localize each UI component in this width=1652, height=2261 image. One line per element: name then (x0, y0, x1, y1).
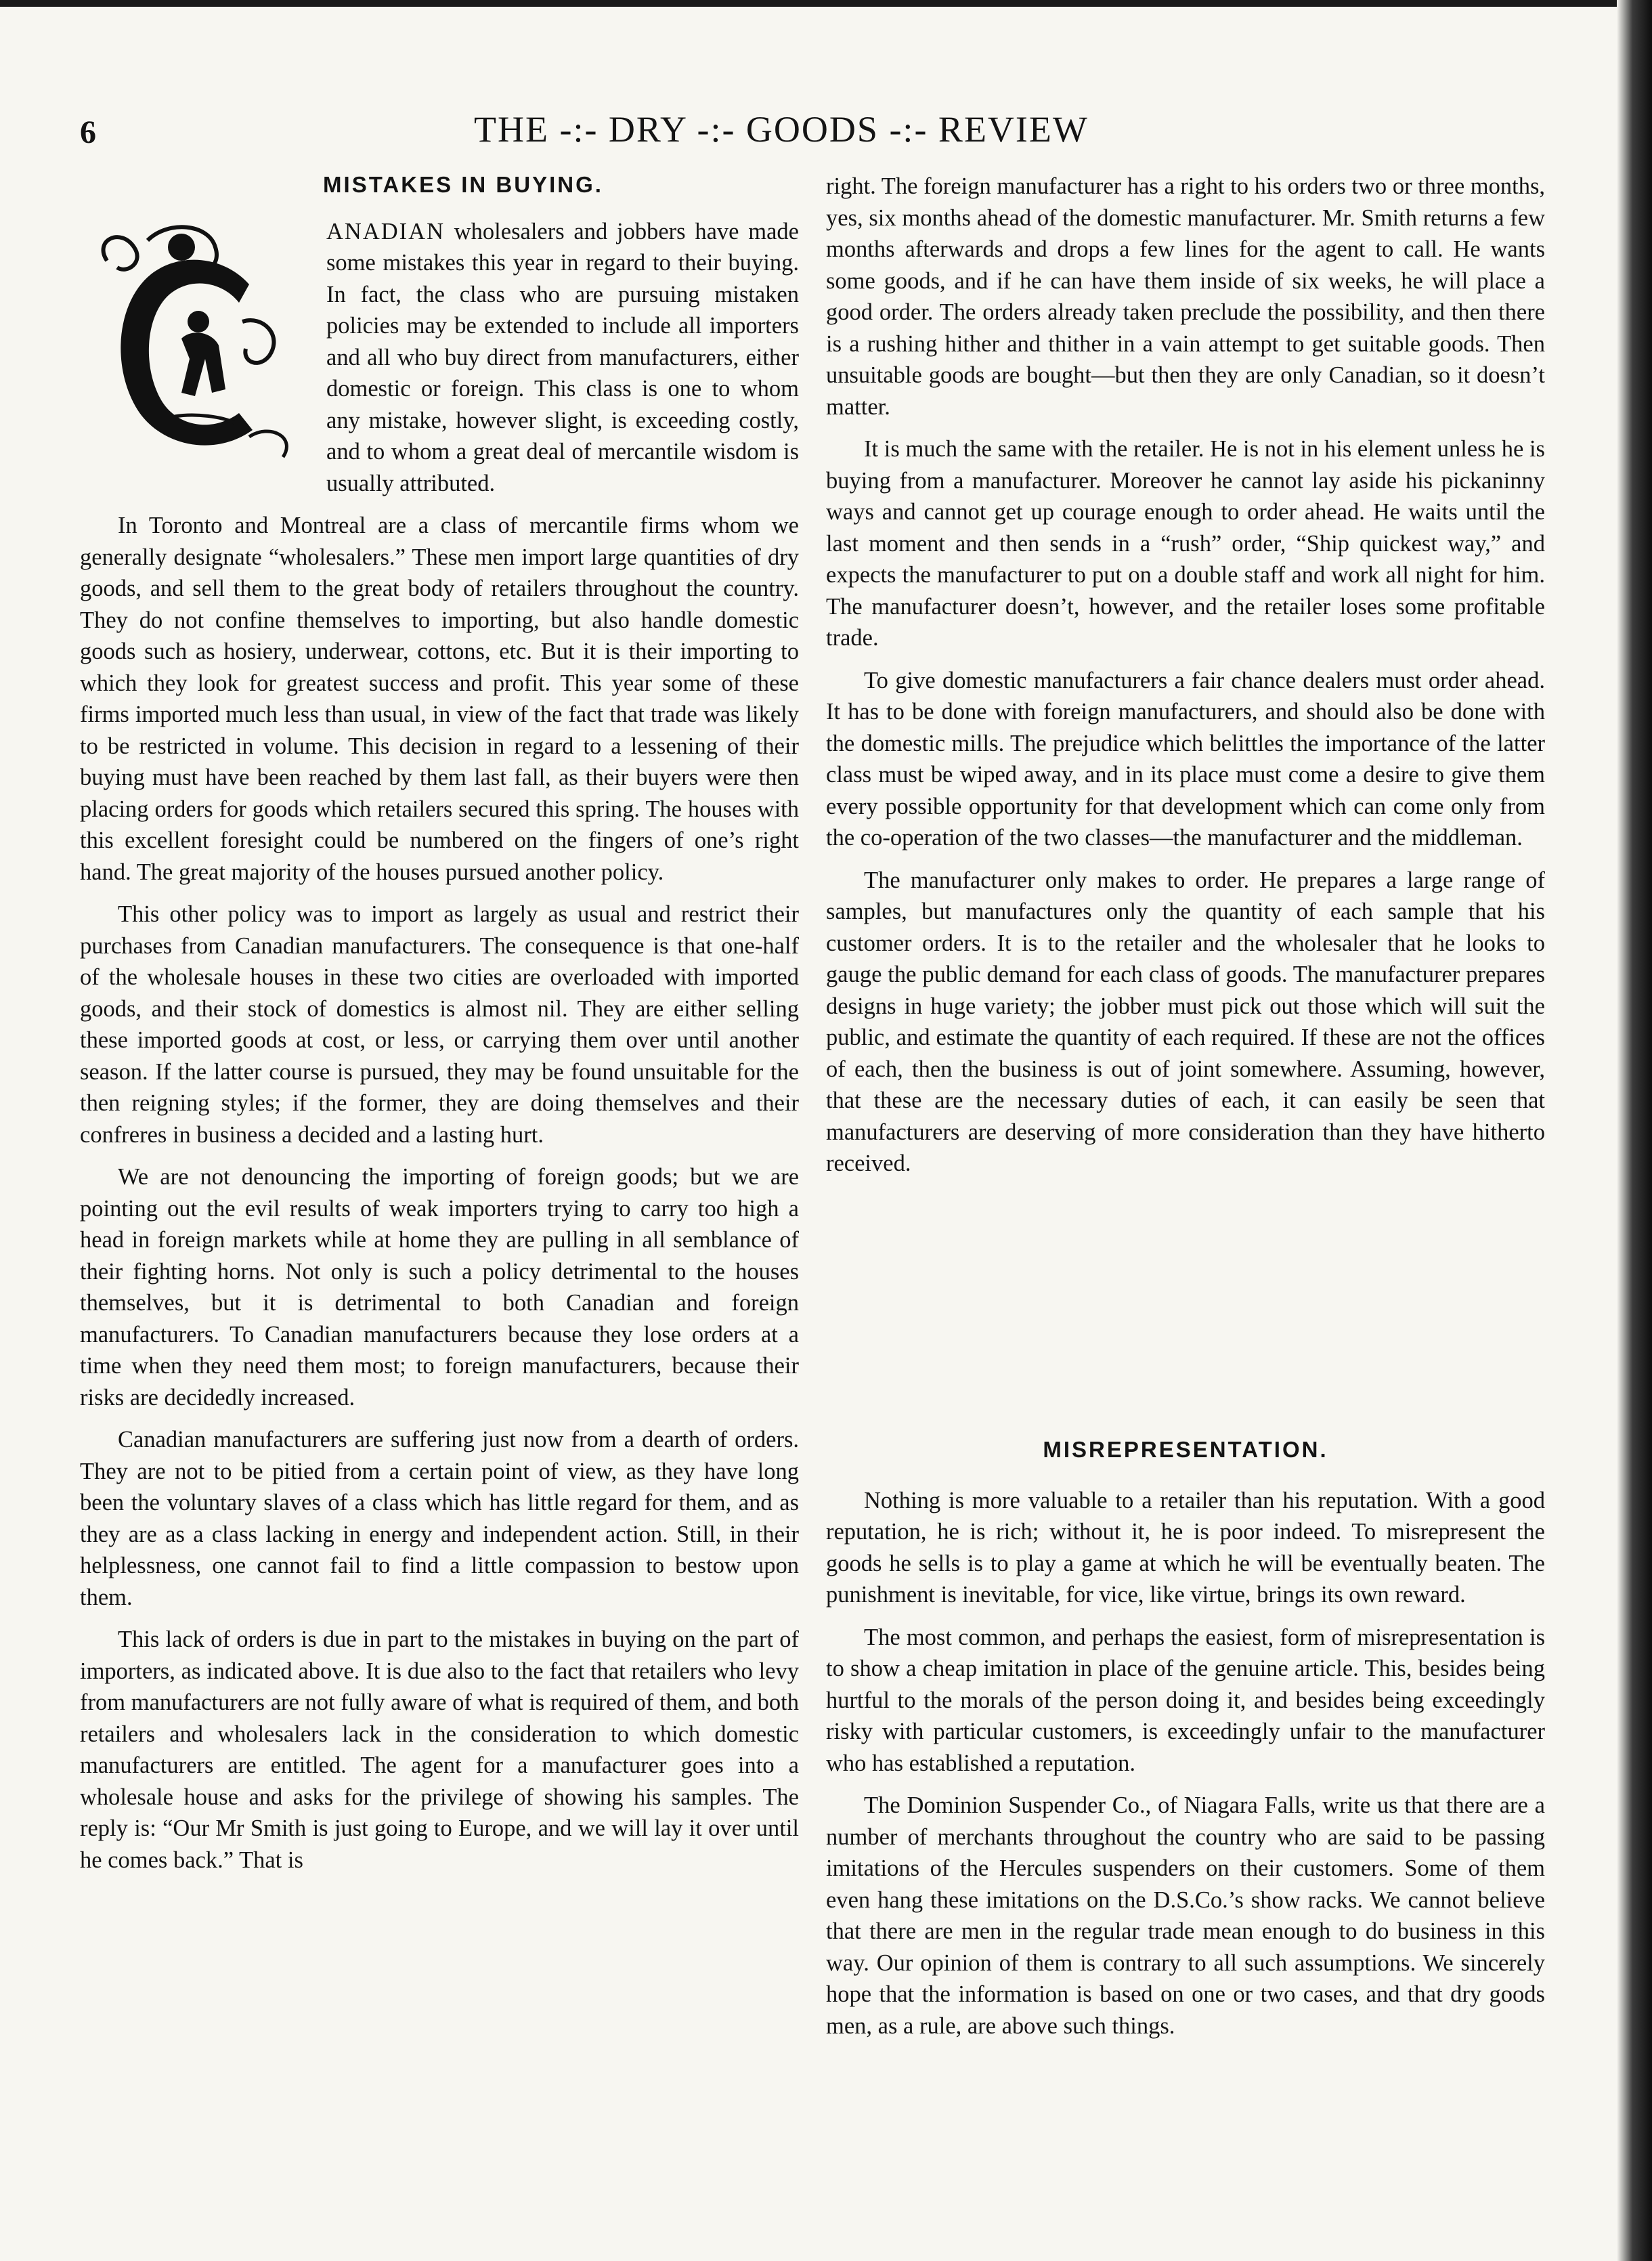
article-paragraph: Nothing is more valuable to a retailer than his reputation. With a good reputation, he is rich; without it, he is poor indeed. To misrepresent the goods he sells is to play a game at which he will be eventually beaten. The punishment is inevitable, for vice, like virtue, brings its own reward. (826, 1487, 1545, 1608)
scan-edge-right (1617, 0, 1652, 2261)
page-number: 6 (80, 114, 96, 150)
article-paragraph: Canadian manufacturers are suffering just now from a dearth of orders. They are not to be pitied from a certain point of view, as they have long been the voluntary slaves of a class which has little regard for them, and as they are as a class lacking in energy and independent action. Still, in their helplessness, one cannot fail to find a little compassion to bestow upon them. (80, 1427, 799, 1610)
article-paragraph: In Toronto and Montreal are a class of mercantile firms whom we generally designate “wholesalers.” These men import large quantities of dry goods, and sell them to the great body of retailers throughout the country. They do not confine themselves to importing, but also handle domestic goods such as hosiery, underwear, cottons, etc. But it is their importing to which they look for greatest success and profit. This year some of these firms imported much less than usual, in view of the fact that trade was likely to be restricted in volume. This decision in regard to a lessening of their buying must have been reached by them last fall, as their buyers were then placing orders for goods which retailers secured this spring. The houses with this excellent foresight could be numbered on the fingers of one’s right hand. The great majority of the houses pursued another policy. (80, 513, 799, 885)
running-title: THE -:- DRY -:- GOODS -:- REVIEW (474, 109, 1089, 150)
article-paragraph: ANADIAN wholesalers and jobbers have made some mistakes this year in regard to their buying. In fact, the class who are pursuing mistaken policies may be extended to include all importers and all who buy direct from manufacturers, either domestic or foreign. This class is one to whom any mistake, however slight, is exceeding costly, and to whom a great deal of mercantile wisdom is usually attributed. (80, 216, 799, 500)
article-paragraph: The manufacturer only makes to order. He prepares a large range of samples, but manufactures only the quantity of each sample that his customer orders. It is to the retailer and the wholesaler that he looks to gauge the public demand for each class of goods. The manufacturer prepares designs in huge variety; the jobber must pick out those which will suit the public, and estimate the quantity of each required. If these are not the offices of each, then the business is out of joint somewhere. Assuming, however, that these are the necessary duties of each, it can easily be seen that manufacturers are deserving of more consideration than they have hitherto received. (826, 867, 1545, 1176)
article-paragraph: This other policy was to import as largely as usual and restrict their purchases from Canadian manufacturers. The consequence is that one-half of the wholesale houses in these two cities are overloaded with imported goods, and their stock of domestics is almost nil. They are either selling these imported goods at cost, or less, or carrying them over until another season. If the latter course is pursued, they may be found unsuitable for the then reigning styles; if the former, they are doing themselves and their confreres in business a decided and a lasting hurt. (80, 901, 799, 1148)
ornamental-dropcap-c (80, 220, 317, 473)
scan-edge-top (0, 0, 1652, 7)
right-column-misrepresentation (826, 1434, 1545, 2052)
article-paragraph: To give domestic manufacturers a fair chance dealers must order ahead. It has to be done with foreign manufacturers, and should also be done with the domestic mills. The prejudice which belittles the importance of the latter class must be wiped away, and in its place must come a desire to give them every possible opportunity for that development which can come only from the co-operation of the two classes—the manufacturer and the middleman. (826, 667, 1545, 850)
article-paragraph: The most common, and perhaps the easiest, form of misrepresentation is to show a cheap imitation in place of the genuine article. This, besides being hurtful to the morals of the person doing it, and besides being exceedingly risky with particular customers, is exceedingly unfair to the manufacturer who has established a reputation. (826, 1624, 1545, 1776)
article-paragraph: This lack of orders is due in part to the mistakes in buying on the part of importers, as indicated above. It is due also to the fact that retailers who levy from manufacturers are not fully aware of what is required of them, and both retailers and wholesalers lack in the consideration to which domestic manufacturers are entitled. The agent for a manufacturer goes into a wholesale house and asks for the privilege of showing his samples. The reply is: “Our Mr Smith is just going to Europe, and we will lay it over until he comes back.” That is (80, 1627, 799, 1873)
article-paragraph: It is much the same with the retailer. He is not in his element unless he is buying from a manufacturer. Moreover he cannot lay aside his pickaninny ways and cannot get up courage enough to order ahead. He waits until the last moment and then sends in a “rush” order, “Ship quickest way,” and expects the manufacturer to put on a double staff and work all night for him. The manufacturer doesn’t, however, and the retailer loses some profitable trade. (826, 436, 1545, 651)
article-paragraph: We are not denouncing the importing of foreign goods; but we are pointing out the evil results of weak importers trying to carry too high a head in foreign markets while at home they are pulling in all semblance of their fighting horns. Not only is such a policy detrimental to the houses themselves, but it is detrimental to both Canadian and foreign manufacturers. To Canadian manufacturers because they lose orders at a time when they need them most; to foreign manufacturers, because their risks are decidedly increased. (80, 1164, 799, 1411)
article-paragraph: The Dominion Suspender Co., of Niagara Falls, write us that there are a number of merchants throughout the country who are said to be passing imitations of the Hercules suspenders on their customers. Some of them even hang these imitations on the D.S.Co.’s show racks. We cannot believe that there are men in the regular trade mean enough to do business in this way. Our opinion of them is contrary to all such assumptions. We sincerely hope that the information is based on one or two cases, and that dry goods men, as a rule, are above such things. (826, 1792, 1545, 2039)
article-paragraph: right. The foreign manufacturer has a right to his orders two or three months, yes, six months ahead of the domestic manufacturer. Mr. Smith returns a few months afterwards and drops a few lines for the agent to call. He wants some goods, and if he can have them inside of six weeks, he will place a good order. The orders already taken preclude the possibility, and then there is a rushing hither and thither in a vain attempt to get suitable goods. Then unsuitable goods are bought—but then they are only Canadian, so it doesn’t matter. (826, 173, 1545, 420)
article-heading-mistakes: MISTAKES IN BUYING. (323, 172, 603, 197)
right-column-continuation (826, 171, 1545, 1190)
left-column (80, 169, 799, 1887)
article-heading-misrepresentation: MISREPRESENTATION. (1043, 1437, 1328, 1462)
